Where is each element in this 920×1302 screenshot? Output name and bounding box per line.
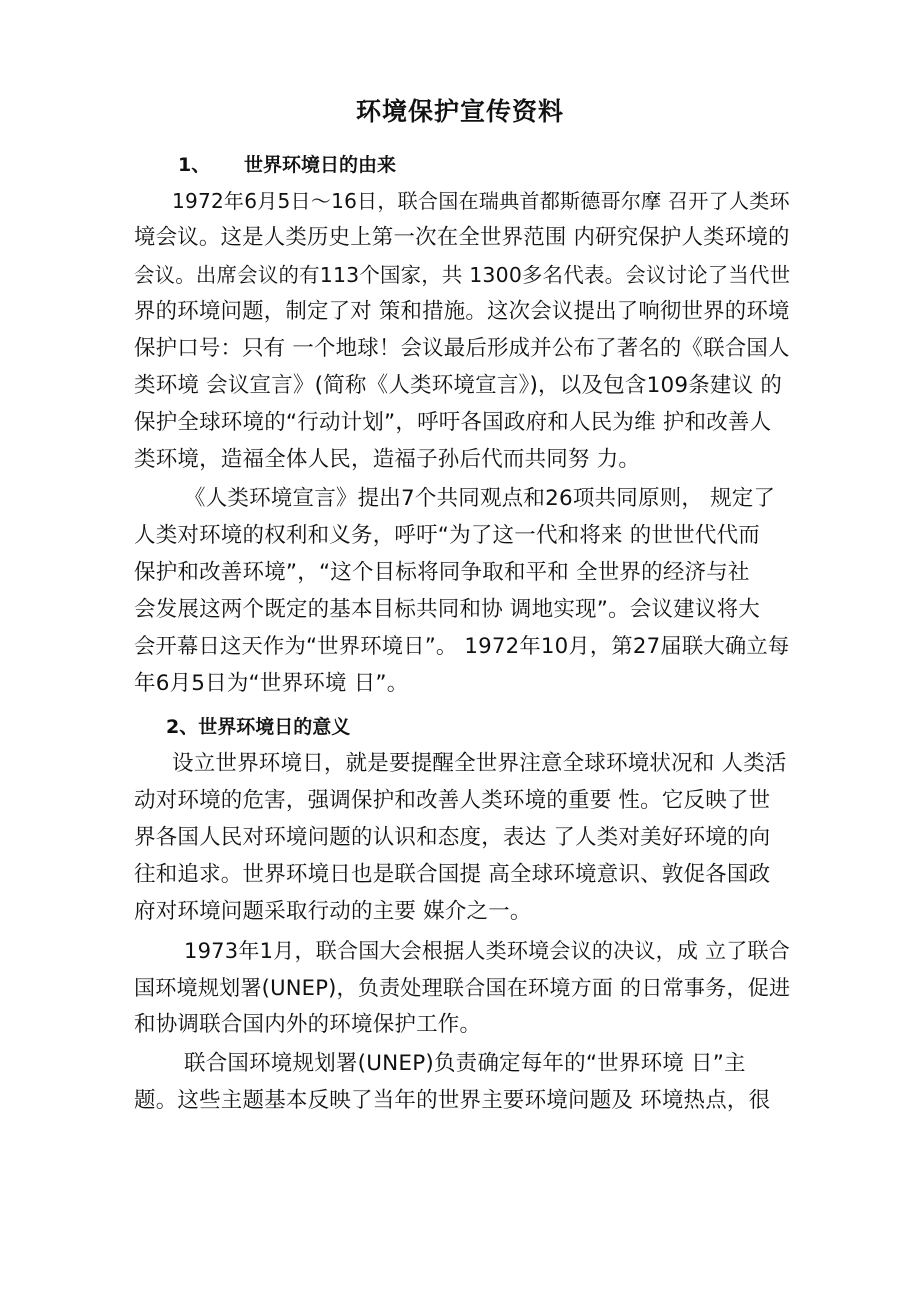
paragraph-line: 保护全球环境的“行动计划”，呼吁各国政府和人民为维 护和改善人 <box>134 410 772 435</box>
section-2-heading: 2、世界环境日的意义 <box>166 716 351 738</box>
paragraph-line: 联合国环境规划署(UNEP)负责确定每年的“世界环境 日”主 <box>184 1051 746 1076</box>
section-1-number: 1、 <box>178 154 211 176</box>
paragraph-line: 界各国人民对环境问题的认识和态度，表达 了人类对美好环境的向 <box>134 825 771 850</box>
paragraph-line: 类环境 会议宣言》(简称《人类环境宣言》)，以及包含109条建议 的 <box>134 373 783 398</box>
paragraph-line: 人类对环境的权利和义务，呼吁“为了这一代和将来 的世世代代而 <box>134 523 760 548</box>
paragraph-line: 国环境规划署(UNEP)，负责处理联合国在环境方面 的日常事务，促进 <box>134 975 791 1000</box>
paragraph-line: 保护口号：只有 一个地球！会议最后形成并公布了著名的《联合国人 <box>134 336 790 361</box>
paragraph-line: 界的环境问题，制定了对 策和措施。这次会议提出了响彻世界的环境 <box>134 299 790 324</box>
paragraph-line: 会议。出席会议的有113个国家，共 1300多名代表。会议讨论了当代世 <box>134 263 791 287</box>
section-1-heading <box>178 150 396 180</box>
paragraph-line: 年6月5日为“世界环境 日”。 <box>134 671 409 696</box>
paragraph-line: 往和追求。世界环境日也是联合国提 高全球环境意识、敦促各国政 <box>134 862 771 887</box>
paragraph-line: 动对环境的危害，强调保护和改善人类环境的重要 性。它反映了世 <box>134 788 771 813</box>
paragraph-line: 境会议。这是人类历史上第一次在全世界范围 内研究保护人类环境的 <box>134 225 790 250</box>
paragraph-line: 会发展这两个既定的基本目标共同和协 调地实现”。会议建议将大 <box>134 597 760 622</box>
document-title: 环境保护宣传资料 <box>355 97 564 126</box>
paragraph-line: 类环境，造福全体人民，造福子孙后代而共同努 力。 <box>134 447 641 472</box>
paragraph-line: 1973年1月，联合国大会根据人类环境会议的决议，成 立了联合 <box>184 938 791 963</box>
paragraph-line: 府对环境问题采取行动的主要 媒介之一。 <box>134 899 532 924</box>
paragraph-line: 设立世界环境日，就是要提醒全世界注意全球环境状况和 人类活 <box>172 751 787 776</box>
section-1-heading-text: 世界环境日的由来 <box>244 154 397 176</box>
paragraph-line: 会开幕日这天作为“世界环境日”。 1972年10月，第27届联大确立每 <box>134 634 790 659</box>
paragraph-line: 《人类环境宣言》提出7个共同观点和26项共同原则， 规定了 <box>184 486 776 511</box>
paragraph-line: 题。这些主题基本反映了当年的世界主要环境问题及 环境热点，很 <box>134 1088 771 1113</box>
paragraph-line: 保护和改善环境”，“这个目标将同争取和平和 全世界的经济与社 <box>134 560 750 585</box>
paragraph-line: 和协调联合国内外的环境保护工作。 <box>134 1012 482 1037</box>
paragraph-line: 1972年6月5日～16日，联合国在瑞典首都斯德哥尔摩 召开了人类环 <box>172 189 790 213</box>
